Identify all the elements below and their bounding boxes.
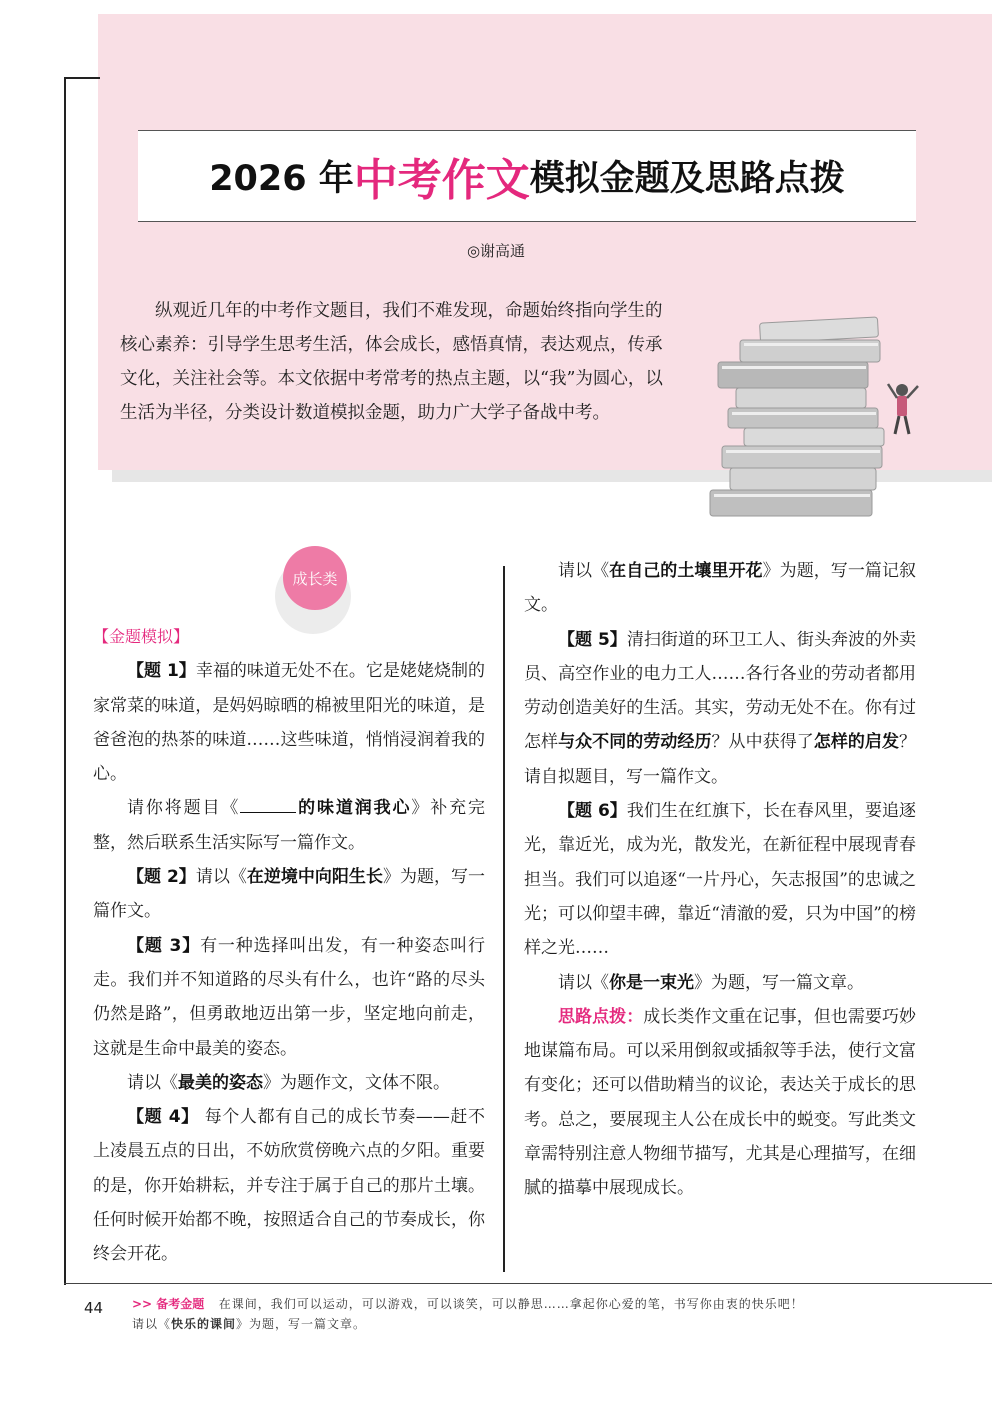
person-cheering-icon bbox=[888, 384, 918, 434]
column-divider bbox=[503, 566, 505, 1272]
task-title: 最美的姿态 bbox=[178, 1072, 263, 1093]
question-label: 【题 3】 bbox=[127, 935, 201, 956]
intro-paragraph: 纵观近几年的中考作文题目，我们不难发现，命题始终指向学生的核心素养：引导学生思考生活，体会成长，感悟真情，表达观点，传承文化，关注社会等。本文依据中考常考的热点主题，以“我”为圆心，以生活为半径，分类设计数道模拟金题，助力广大学子备战中考。 bbox=[120, 301, 663, 423]
question-label: 【题 6】 bbox=[558, 801, 627, 822]
question-6-task bbox=[524, 966, 916, 1000]
question-text: 每个人都有自己的成长节奏——赶不上凌晨五点的日出，不妨欣赏傍晚六点的夕阳。重要的是，你开始耕耘，并专注于属于自己的那片土壤。任何时候开始都不晚，按照适合自己的节奏成长，你终会开花。 bbox=[93, 1107, 486, 1265]
footer-task-prefix: 请以《 bbox=[132, 1317, 172, 1331]
tips-label: 思路点拨： bbox=[558, 1006, 644, 1027]
question-label: 【题 2】 bbox=[127, 867, 196, 888]
book-stack-illustration bbox=[700, 298, 940, 528]
question-label: 【题 1】 bbox=[127, 661, 196, 682]
frame-top-rule bbox=[64, 77, 100, 79]
question-5 bbox=[524, 623, 916, 794]
question-1-task bbox=[93, 791, 485, 860]
question-3-task bbox=[93, 1066, 485, 1100]
question-text: ？请自拟题目，写一篇作文。 bbox=[524, 732, 917, 787]
task-suffix: 》为题作文，文体不限。 bbox=[263, 1072, 450, 1093]
question-1 bbox=[93, 654, 485, 791]
section-heading: 【金题模拟】 bbox=[93, 627, 190, 646]
task-title: 在自己的土壤里开花 bbox=[609, 561, 763, 581]
task-title: 你是一束光 bbox=[609, 972, 694, 993]
question-6 bbox=[524, 794, 916, 965]
question-text: 清扫街道的环卫工人、街头奔波的外卖员、高空作业的电力工人……各行各业的劳动者都用劳动创造美好的生活。其实，劳动无处不在。你有过怎样 bbox=[524, 629, 917, 753]
task-suffix: 》为题，写一篇文章。 bbox=[694, 972, 864, 993]
task-title: 的味道润我心 bbox=[296, 798, 412, 819]
question-3 bbox=[93, 929, 485, 1066]
task-prefix: 请以《 bbox=[558, 972, 609, 993]
title-highlight: 中考作文 bbox=[353, 155, 530, 206]
title-year: 2026 年 bbox=[209, 159, 354, 199]
right-column bbox=[524, 554, 916, 1206]
task-prefix: 请以《 bbox=[127, 1072, 178, 1093]
footer-task-suffix: 》为题，写一篇文章。 bbox=[236, 1317, 367, 1331]
question-text: ？从中获得了 bbox=[711, 732, 814, 753]
fill-blank bbox=[240, 795, 296, 813]
task-suffix: 》为题，写一篇记叙文。 bbox=[524, 561, 917, 616]
question-emphasis: 怎样的启发 bbox=[813, 732, 900, 753]
task-suffix: 》补充完整，然后联系生活实际写一篇作文。 bbox=[93, 798, 485, 853]
author-byline: ◎谢高通 bbox=[466, 242, 526, 260]
tips-text: 成长类作文重在记事，但也需要巧妙地谋篇布局。可以采用倒叙或插叙等手法，使行文富有变化；还可以借助精当的议论，表达关于成长的思考。总之，要展现主人公在成长中的蜕变。写此类文章需特别注意人物细节描写，尤其是心理描写，在细腻的描摹中展现成长。 bbox=[524, 1006, 916, 1199]
question-4 bbox=[93, 1100, 485, 1271]
footer-label: >> 备考金题 bbox=[132, 1297, 205, 1311]
footer-text: 在课间，我们可以运动，可以游戏，可以谈笑，可以静思……拿起你心爱的笔，书写你由衷的快乐吧！ bbox=[218, 1297, 804, 1311]
question-4-task bbox=[524, 554, 916, 623]
footer-rule bbox=[64, 1283, 992, 1284]
task-prefix: 请以《 bbox=[195, 867, 247, 888]
footer-task-title: 快乐的课间 bbox=[171, 1317, 237, 1331]
category-badge: 成长类 bbox=[283, 546, 347, 610]
question-emphasis: 与众不同的劳动经历 bbox=[558, 732, 712, 753]
writing-tips bbox=[524, 1000, 916, 1206]
left-column bbox=[93, 620, 485, 1272]
question-label: 【题 4】 bbox=[127, 1107, 199, 1128]
question-text: 幸福的味道无处不在。它是姥姥烧制的家常菜的味道，是妈妈晾晒的棉被里阳光的味道，是爸爸泡的热茶的味道……这些味道，悄悄浸润着我的心。 bbox=[93, 661, 486, 785]
page-number: 44 bbox=[84, 1299, 104, 1317]
task-prefix: 请以《 bbox=[558, 561, 610, 581]
question-2 bbox=[93, 860, 485, 929]
article-title bbox=[138, 130, 916, 222]
title-rest: 模拟金题及思路点拨 bbox=[529, 159, 845, 199]
question-text: 我们生在红旗下，长在春风里，要追逐光，靠近光，成为光，散发光，在新征程中展现青春担当。我们可以追逐“一片丹心，矢志报国”的忠诚之光；可以仰望丰碑，靠近“清澈的爱，只为中国”的榜样之光…… bbox=[524, 801, 917, 959]
task-suffix: 》为题，写一篇作文。 bbox=[93, 867, 486, 922]
task-title: 在逆境中向阳生长 bbox=[246, 867, 383, 888]
question-text: 有一种选择叫出发，有一种姿态叫行走。我们并不知道路的尽头有什么，也许“路的尽头仍然是路”，但勇敢地迈出第一步，坚定地向前走，这就是生命中最美的姿态。 bbox=[93, 935, 485, 1059]
question-label: 【题 5】 bbox=[558, 629, 627, 650]
footer-prompt bbox=[132, 1294, 932, 1334]
task-prefix: 请你将题目《 bbox=[127, 798, 241, 819]
